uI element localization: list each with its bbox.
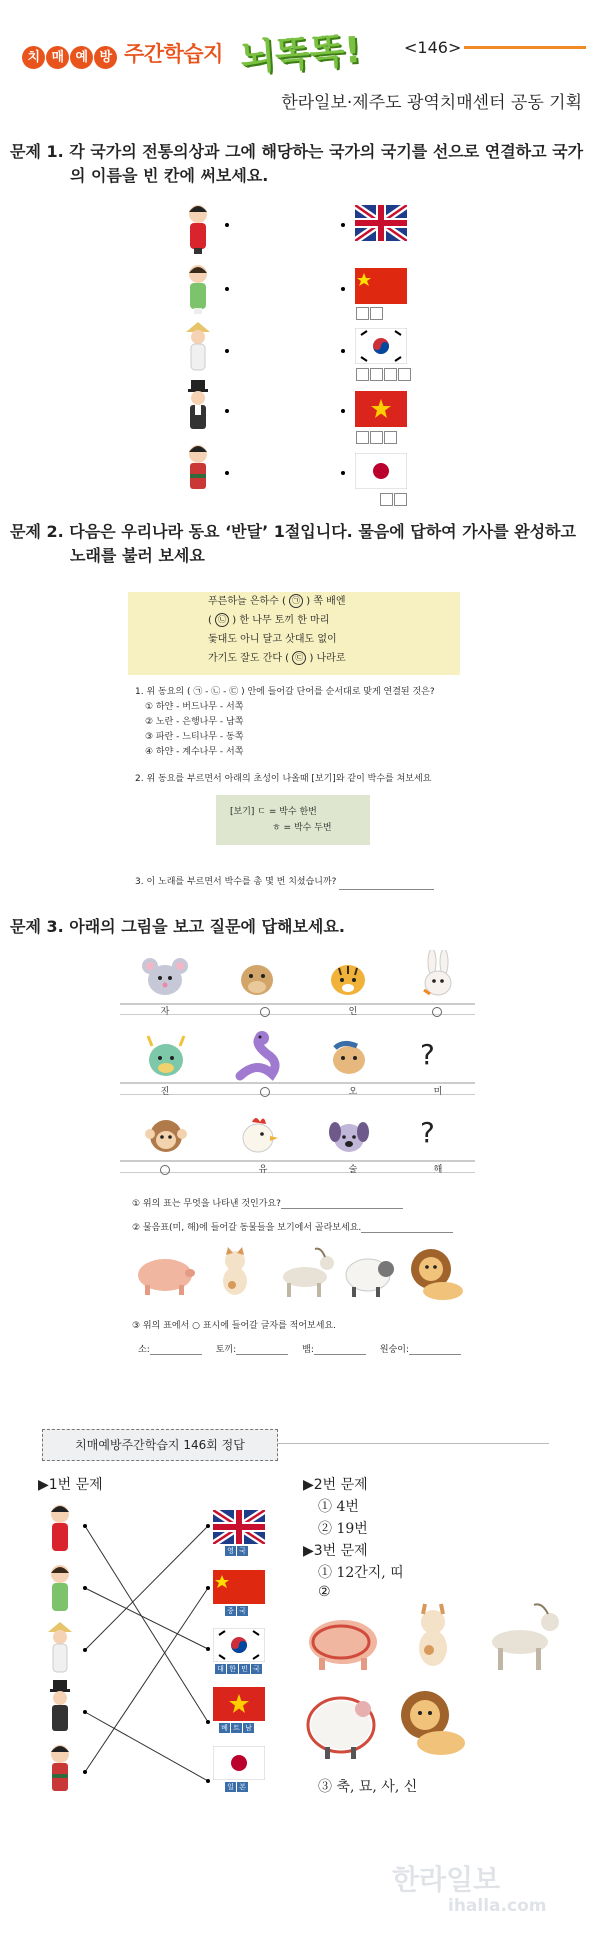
connect-dot[interactable] (341, 471, 345, 475)
lyric-line: 가기도 잘도 간다 ( ㉢ ) 나라로 (208, 653, 346, 664)
problem2-line2: 노래를 불러 보세요 (70, 546, 205, 565)
answer-boxes[interactable] (380, 491, 408, 510)
cat-icon (223, 1247, 247, 1295)
answer-blank[interactable] (236, 1344, 288, 1355)
connect-dot[interactable] (341, 287, 345, 291)
zodiac-label: 오 (348, 1087, 358, 1097)
brand-char: 매 (46, 46, 69, 69)
china-flag (355, 268, 407, 304)
question2-1 (135, 685, 435, 760)
sheep-icon (308, 1698, 374, 1759)
answer2-2: ② 19번 (318, 1521, 368, 1537)
dog-icon (329, 1122, 369, 1152)
conical-hat-figure (186, 322, 210, 370)
blank-circle[interactable] (260, 1087, 270, 1097)
answer-blank[interactable] (409, 1344, 461, 1355)
blank-circle[interactable] (432, 1007, 442, 1017)
horse-icon (333, 1043, 365, 1074)
watermark-url: ihalla.com (448, 1896, 547, 1916)
brand-char: 치 (22, 46, 45, 69)
sheep-icon (346, 1259, 394, 1297)
answer3-heading: ▶3번 문제 (303, 1543, 368, 1559)
connect-dot[interactable] (341, 409, 345, 413)
brand-char: 방 (94, 46, 117, 69)
question2-3: 3. 이 노래를 부르면서 박수를 총 몇 번 치셨습니까? (135, 875, 434, 890)
tiger-icon (331, 965, 365, 995)
answer-country-label: 영 국 (225, 1546, 249, 1556)
connect-dot[interactable] (225, 349, 229, 353)
lion-icon (411, 1249, 463, 1300)
problem1-line1: 문제 1. 각 국가의 전통의상과 그에 해당하는 국가의 국기를 선으로 연결하고 국가 (10, 142, 584, 161)
dragon-icon (148, 1036, 184, 1076)
watermark-logo: 한라일보 (392, 1863, 501, 1896)
brand-char: 예 (70, 46, 93, 69)
answer-animals (305, 1600, 590, 1770)
pig-icon (309, 1620, 377, 1670)
question3-3: ③ 위의 표에서 ○ 표시에 들어갈 글자를 적어보세요. (132, 1321, 336, 1331)
answer2-1: ① 4번 (318, 1499, 359, 1515)
answer-boxes[interactable] (356, 366, 412, 385)
question-mark: ? (420, 1038, 435, 1071)
blank-circle[interactable] (160, 1165, 170, 1175)
question3-2: ② 물음표(미, 해)에 들어갈 동물들을 보기에서 골라보세요. (132, 1220, 453, 1233)
korea-flag (355, 328, 407, 364)
japan-flag (213, 1746, 265, 1780)
connect-dot[interactable] (225, 287, 229, 291)
problem2-line1: 문제 2. 다음은 우리나라 동요 ‘반달’ 1절입니다. 물음에 답하여 가사를 완성하고 (10, 522, 576, 541)
subtitle: 한라일보·제주도 광역치매센터 공동 기획 (281, 93, 582, 113)
answer-blank[interactable] (339, 879, 434, 890)
zodiac-label: 해 (433, 1165, 443, 1175)
british-costume-figure (50, 1680, 70, 1731)
fill-row: 소: 토끼: 뱀: 원숭이: (138, 1342, 461, 1355)
blank-circle[interactable] (260, 1007, 270, 1017)
zodiac-label: 유 (258, 1165, 268, 1175)
answer-lines (80, 1510, 220, 1800)
issue-number: <146> (404, 38, 462, 57)
answer1-heading: ▶1번 문제 (38, 1477, 103, 1493)
zodiac-label: 인 (348, 1007, 358, 1017)
zodiac-label: 진 (160, 1087, 170, 1097)
ox-icon (236, 958, 278, 995)
monkey-icon (145, 1120, 187, 1152)
connect-dot[interactable] (341, 223, 345, 227)
lyric-line: ( ㉡ ) 한 나무 토끼 한 마리 (208, 615, 330, 626)
lyric-line: 푸른하늘 은하수 ( ㉠ ) 쪽 배엔 (208, 596, 346, 607)
answer-figures (42, 1500, 82, 1810)
answer-blank[interactable] (314, 1344, 366, 1355)
chinese-costume-figure (189, 205, 207, 254)
header-divider (464, 46, 586, 49)
problem2-title (10, 520, 592, 568)
goat-icon (283, 1249, 334, 1297)
problem3-title: 문제 3. 아래의 그림을 보고 질문에 답해보세요. (10, 917, 345, 936)
answers-divider (277, 1443, 549, 1444)
vietnamese-costume-figure (51, 1565, 69, 1611)
connect-dot[interactable] (225, 223, 229, 227)
option[interactable]: ④ 하얀 - 계수나무 - 서쪽 (145, 747, 244, 757)
pig-icon (138, 1259, 195, 1295)
cat-icon (419, 1604, 447, 1666)
goat-icon (492, 1604, 559, 1670)
connect-dot[interactable] (225, 409, 229, 413)
logo: 뇌똑똑! (238, 29, 363, 80)
uk-flag (355, 205, 407, 241)
example-box (216, 795, 370, 845)
question2-2: 2. 위 동요를 부르면서 아래의 초성이 나올때 [보기]와 같이 박수를 쳐보세요 (135, 774, 432, 784)
answer-boxes[interactable] (356, 305, 384, 324)
answers-title: 치매예방주간학습지 146회 정답 (42, 1429, 278, 1461)
zodiac-animals (130, 950, 470, 1175)
vietnam-flag (355, 391, 407, 427)
option[interactable]: ③ 파란 - 느티나무 - 동쪽 (145, 732, 244, 742)
answer-country-label: 일 본 (225, 1782, 249, 1792)
brand-title (22, 38, 223, 69)
zodiac-label: 자 (160, 1007, 170, 1017)
answer-blank[interactable] (150, 1344, 202, 1355)
korea-flag (213, 1628, 265, 1662)
answer3-2: ② (318, 1584, 331, 1600)
british-costume-figure (188, 380, 208, 429)
lyrics-box (128, 592, 460, 675)
chinese-costume-figure (51, 1505, 69, 1551)
uk-flag (213, 1510, 265, 1544)
problem1-title (10, 140, 592, 188)
vietnamese-costume-figure (189, 265, 207, 314)
conical-hat-figure (48, 1622, 72, 1672)
question3-1: ① 위의 표는 무엇을 나타낸 것인가요? (132, 1196, 403, 1209)
costume-figures (180, 200, 230, 500)
zodiac-label: 미 (433, 1087, 443, 1097)
answer-boxes[interactable] (356, 429, 398, 448)
brand-plain: 주간학습지 (124, 42, 223, 66)
vietnam-flag (213, 1687, 265, 1721)
answer3-3: ③ 축, 묘, 사, 신 (318, 1779, 418, 1795)
answer2-heading: ▶2번 문제 (303, 1477, 368, 1493)
rabbit-icon (424, 950, 451, 995)
question-text: 1. 위 동요의 ( ㉠ - ㉡ - ㉢ ) 안에 들어갈 단어를 순서대로 맞게 연결된 것은? (135, 687, 435, 697)
option[interactable]: ② 노란 - 은행나무 - 남쪽 (145, 717, 244, 727)
answer-blank[interactable] (361, 1222, 453, 1233)
japan-flag (355, 453, 407, 489)
china-flag (213, 1570, 265, 1604)
japanese-costume-figure (51, 1745, 69, 1791)
zodiac-label: 술 (348, 1165, 358, 1175)
example-line: [보기] ㄷ = 박수 한번 (230, 807, 317, 817)
connect-dot[interactable] (341, 349, 345, 353)
answer-country-label: 베 트 남 (219, 1723, 255, 1733)
lyric-line: 돛대도 아니 달고 삿대도 없이 (208, 634, 337, 645)
connect-dot[interactable] (225, 471, 229, 475)
answer3-1: ① 12간지, 띠 (318, 1565, 404, 1581)
answer-country-label: 중 국 (225, 1606, 249, 1616)
answer-country-label: 대 한 민 국 (215, 1664, 263, 1674)
answer-blank[interactable] (281, 1198, 403, 1209)
lion-icon (401, 1691, 465, 1755)
question-mark: ? (420, 1116, 435, 1149)
animal-choices (135, 1245, 470, 1305)
snake-icon (240, 1031, 275, 1076)
japanese-costume-figure (189, 445, 207, 489)
problem1-line2: 의 이름을 빈 칸에 써보세요. (70, 166, 269, 185)
example-line: ㅎ = 박수 두번 (272, 823, 332, 833)
option[interactable]: ① 하얀 - 버드나무 - 서쪽 (145, 702, 244, 712)
rooster-icon (243, 1118, 278, 1152)
rat-icon (142, 958, 188, 995)
